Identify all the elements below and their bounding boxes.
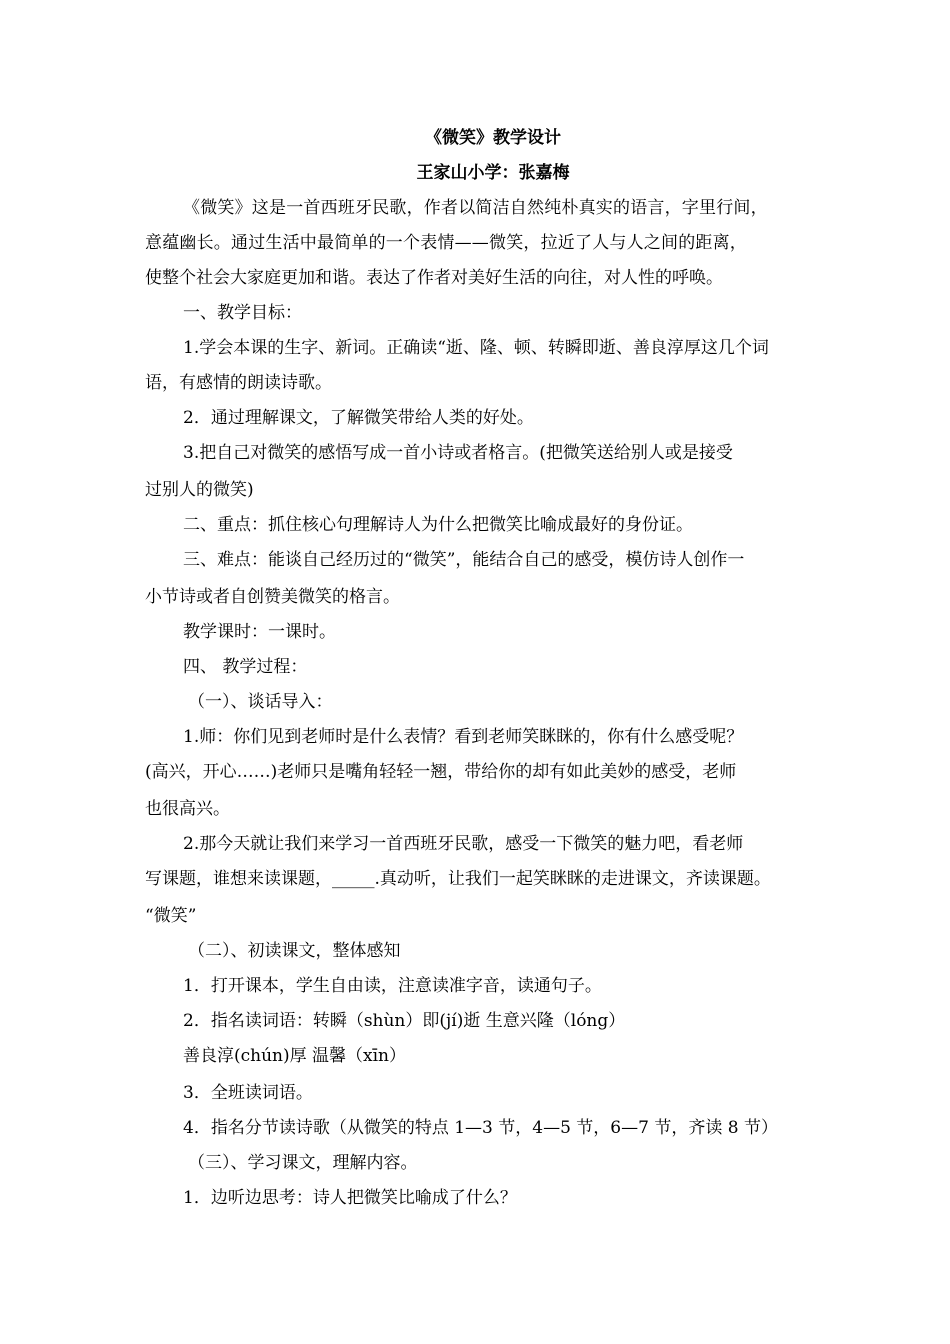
- paragraph-line: 2．通过理解课文，了解微笑带给人类的好处。: [183, 408, 534, 428]
- paragraph-line: “微笑”: [145, 906, 197, 926]
- paragraph-line: 2.那今天就让我们来学习一首西班牙民歌，感受一下微笑的魅力吧，看老师: [183, 834, 744, 854]
- section-heading: 二、重点：抓住核心句理解诗人为什么把微笑比喻成最好的身份证。: [183, 515, 693, 535]
- paragraph-line: 教学课时：一课时。: [183, 622, 336, 642]
- paragraph-line: 写课题，谁想来读课题，_____.真动听，让我们一起笑眯眯的走进课文，齐读课题。: [145, 869, 771, 889]
- paragraph-line: 1.学会本课的生字、新词。正确读“逝、隆、顿、转瞬即逝、善良淳厚这几个词: [183, 338, 769, 358]
- subsection-heading: （三）、学习课文，理解内容。: [188, 1153, 418, 1173]
- paragraph-line: (高兴，开心……)老师只是嘴角轻轻一翘，带给你的却有如此美妙的感受，老师: [145, 762, 737, 782]
- paragraph-line: 2．指名读词语：转瞬（shùn）即(jí)逝 生意兴隆（lóng）: [183, 1011, 626, 1031]
- paragraph-line: 4．指名分节读诗歌（从微笑的特点 1—3 节，4—5 节，6—7 节，齐读 8 节）: [183, 1118, 778, 1138]
- paragraph-line: 使整个社会大家庭更加和谐。表达了作者对美好生活的向往，对人性的呼唤。: [145, 268, 723, 288]
- subsection-heading: （二）、初读课文，整体感知: [188, 941, 401, 961]
- section-heading: 三、难点：能谈自己经历过的“微笑”，能结合自己的感受，模仿诗人创作一: [183, 550, 745, 570]
- paragraph-line: 过别人的微笑): [145, 480, 254, 500]
- subsection-heading: （一）、谈话导入：: [188, 692, 333, 712]
- section-heading: 四、 教学过程：: [183, 657, 308, 677]
- paragraph-line: 也很高兴。: [145, 799, 230, 819]
- paragraph-line: 1．打开课本，学生自由读，注意读准字音，读通句子。: [183, 976, 602, 996]
- paragraph-line: 《微笑》这是一首西班牙民歌，作者以简洁自然纯朴真实的语言，字里行间，: [183, 198, 768, 218]
- paragraph-line: 语，有感情的朗读诗歌。: [145, 373, 332, 393]
- section-heading: 一、教学目标：: [183, 303, 302, 323]
- paragraph-line: 3.把自己对微笑的感悟写成一首小诗或者格言。(把微笑送给别人或是接受: [183, 443, 733, 463]
- paragraph-line: 小节诗或者自创赞美微笑的格言。: [145, 587, 400, 607]
- paragraph-line: 善良淳(chún)厚 温馨（xīn）: [183, 1046, 407, 1066]
- document-author: 王家山小学：张嘉梅: [416, 163, 570, 183]
- paragraph-line: 1．边听边思考：诗人把微笑比喻成了什么？: [183, 1188, 517, 1208]
- paragraph-line: 意蕴幽长。通过生活中最简单的一个表情——微笑，拉近了人与人之间的距离，: [145, 233, 747, 253]
- paragraph-line: 1.师：你们见到老师时是什么表情？看到老师笑眯眯的，你有什么感受呢？: [183, 727, 744, 747]
- document-title: 《微笑》教学设计: [425, 128, 561, 148]
- paragraph-line: 3．全班读词语。: [183, 1083, 313, 1103]
